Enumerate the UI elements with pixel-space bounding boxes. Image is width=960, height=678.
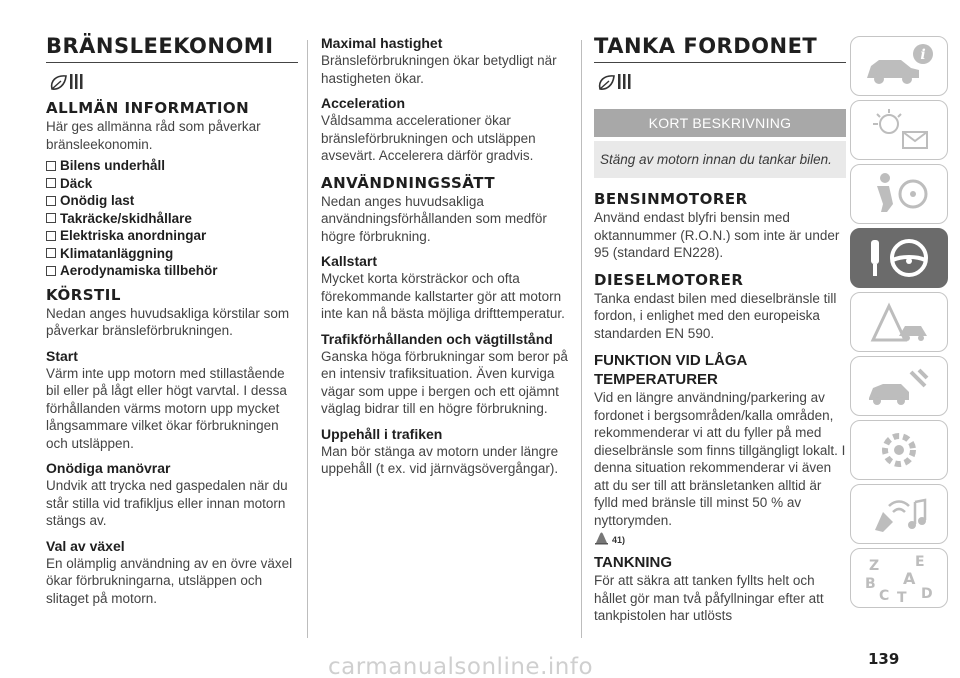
tab-car-info[interactable] <box>850 36 948 96</box>
list-item: Takräcke/skidhållare <box>46 210 298 228</box>
warning-reference <box>594 531 846 545</box>
checkbox-icon <box>46 231 56 241</box>
index-letter: B <box>865 576 876 592</box>
tab-starting-driving[interactable] <box>850 228 948 288</box>
column-refuelling <box>594 34 846 625</box>
car-service-icon <box>859 360 939 412</box>
section-title-refuelling: TANKA FORDONET <box>594 34 818 58</box>
index-letter: C <box>879 588 890 604</box>
index-letter: Z <box>869 558 880 574</box>
text-refuelling: För att säkra att tanken fyllts helt och hållet gör man två påfyllningar efter att tankpistolen har utlösts <box>594 573 824 623</box>
text-start: Värm inte upp motorn med stillastående bil eller på lågt eller högt varvtal. I dessa förhållanden värms motorn upp mycket långsammare vilket ökar förbrukningen och utsläppen. <box>46 365 287 451</box>
heading-general-info: ALLMÄN INFORMATION <box>46 99 250 117</box>
car-info-icon <box>859 40 939 92</box>
tab-index[interactable] <box>850 548 948 608</box>
text-gear-choice: En olämplig användning av en övre växel ökar förbrukningarna, utsläppen och slitaget på motorn. <box>46 555 293 606</box>
column-divider-left <box>307 40 308 638</box>
heading-low-temperatures: FUNKTION VID LÅGA TEMPERATURER <box>594 352 747 388</box>
index-letter: E <box>915 554 925 570</box>
text-low-temperatures: Vid en längre användning/parkering av fordonet i bergsområden/kalla områden, rekommenderar vi att du fyller på med dieselbränsle som finns tillgängligt lokalt. I denna situation rekommenderar vi även att du ser till att bränsletanken alltid är fylld med bränsle till minst 50 % av nyttorymden. <box>594 390 846 528</box>
checkbox-icon <box>46 178 56 188</box>
checkbox-icon <box>46 196 56 206</box>
text-max-speed: Bränsleförbrukningen ökar betydligt när hastigheten ökar. <box>321 53 557 86</box>
warning-ref-number: 41) <box>612 535 626 545</box>
chapter-tabs <box>850 36 948 612</box>
text-cold-start: Mycket korta körsträckor och ofta förekommande kallstarter gör att motorn inte kan nå bästa möjliga drifttemperatur. <box>321 271 565 321</box>
section-title-fuel-economy: BRÄNSLEEKONOMI <box>46 34 274 58</box>
heading-usage-conditions: ANVÄNDNINGSSÄTT <box>321 173 496 192</box>
watermark: carmanualsonline.info <box>328 654 594 678</box>
heading-max-speed: Maximal hastighet <box>321 35 443 51</box>
eco-leaf-icon <box>596 71 634 93</box>
heading-traffic-conditions: Trafikförhållanden och vägtillstånd <box>321 330 553 347</box>
warning-hand-icon <box>594 531 610 545</box>
heading-driving-style: KÖRSTIL <box>46 285 121 304</box>
column-fuel-economy <box>46 34 298 607</box>
title-rule <box>46 62 298 63</box>
technical-data-icon <box>859 424 939 476</box>
list-item: Klimatanläggning <box>46 245 298 263</box>
text-driving-style: Nedan anges huvudsakliga körstilar som påverkar bränsleförbrukningen. <box>46 305 290 338</box>
tab-service[interactable] <box>850 356 948 416</box>
text-traffic-conditions: Ganska höga förbrukningar som beror på en intensiv trafiksituation. Även kurviga vägar som uppe i bergen och ett ojämnt väglag bidrar till en högre förbrukning. <box>321 348 568 416</box>
index-letter: D <box>921 586 933 602</box>
eco-leaf-icon <box>48 71 86 93</box>
list-item: Elektriska anordningar <box>46 227 298 245</box>
heading-acceleration: Acceleration <box>321 95 406 111</box>
heading-start: Start <box>46 347 78 364</box>
heading-traffic-stops: Uppehåll i trafiken <box>321 425 443 442</box>
multimedia-icon <box>859 488 939 540</box>
text-general-info: Här ges allmänna råd som påverkar bränsleekonomin. <box>46 119 261 152</box>
checklist-factors <box>46 157 298 280</box>
title-rule <box>594 62 846 63</box>
airbag-safety-icon <box>859 168 939 220</box>
text-diesel-engines: Tanka endast bilen med dieselbränsle till fordon, i enlighet med den europeiska standarden EN 590. <box>594 290 837 341</box>
heading-gear-choice: Val av växel <box>46 537 125 554</box>
list-item: Aerodynamiska tillbehör <box>46 262 298 280</box>
alphabet-index-icon <box>859 552 939 604</box>
tab-safety[interactable] <box>850 164 948 224</box>
list-item: Bilens underhåll <box>46 157 298 175</box>
tab-warning-lights[interactable] <box>850 100 948 160</box>
text-traffic-stops: Man bör stänga av motorn under längre uppehåll (t ex. vid järnvägsövergångar). <box>321 443 559 476</box>
text-acceleration: Våldsamma accelerationer ökar bränsleförbrukningen och utsläppen avsevärt. Accelerera därför gradvis. <box>321 113 536 163</box>
text-petrol-engines: Använd endast blyfri bensin med oktannummer (R.O.N.) som inte är under 95 (standard EN228). <box>594 210 840 260</box>
warning-lights-icon <box>859 104 939 156</box>
heading-diesel-engines: DIESELMOTORER <box>594 270 744 289</box>
list-item: Onödig last <box>46 192 298 210</box>
page-number: 139 <box>868 650 900 668</box>
checkbox-icon <box>46 266 56 276</box>
tab-technical-data[interactable] <box>850 420 948 480</box>
key-steering-icon <box>859 232 939 284</box>
heading-cold-start: Kallstart <box>321 253 378 269</box>
checkbox-icon <box>46 213 56 223</box>
checkbox-icon <box>46 248 56 258</box>
list-item: Däck <box>46 175 298 193</box>
column-usage <box>321 34 569 478</box>
breakdown-icon <box>859 296 939 348</box>
summary-note: Stäng av motorn innan du tankar bilen. <box>594 141 846 178</box>
tab-multimedia[interactable] <box>850 484 948 544</box>
column-divider-right <box>581 40 582 638</box>
text-usage-conditions: Nedan anges huvudsakliga användningsförhållanden som medför högre förbrukning. <box>321 193 547 244</box>
text-unnecessary-manoeuvres: Undvik att trycka ned gaspedalen när du står stilla vid trafikljus eller innan motorn stängs av. <box>46 478 288 528</box>
checkbox-icon <box>46 161 56 171</box>
heading-unnecessary-manoeuvres: Onödiga manövrar <box>46 460 171 476</box>
heading-petrol-engines: BENSINMOTORER <box>594 190 748 208</box>
heading-refuelling: TANKNING <box>594 554 673 571</box>
summary-bar: KORT BESKRIVNING <box>594 109 846 137</box>
svg-text:i: i <box>920 47 926 63</box>
index-letter: A <box>903 569 916 588</box>
index-letter: T <box>897 590 907 604</box>
tab-breakdown[interactable] <box>850 292 948 352</box>
